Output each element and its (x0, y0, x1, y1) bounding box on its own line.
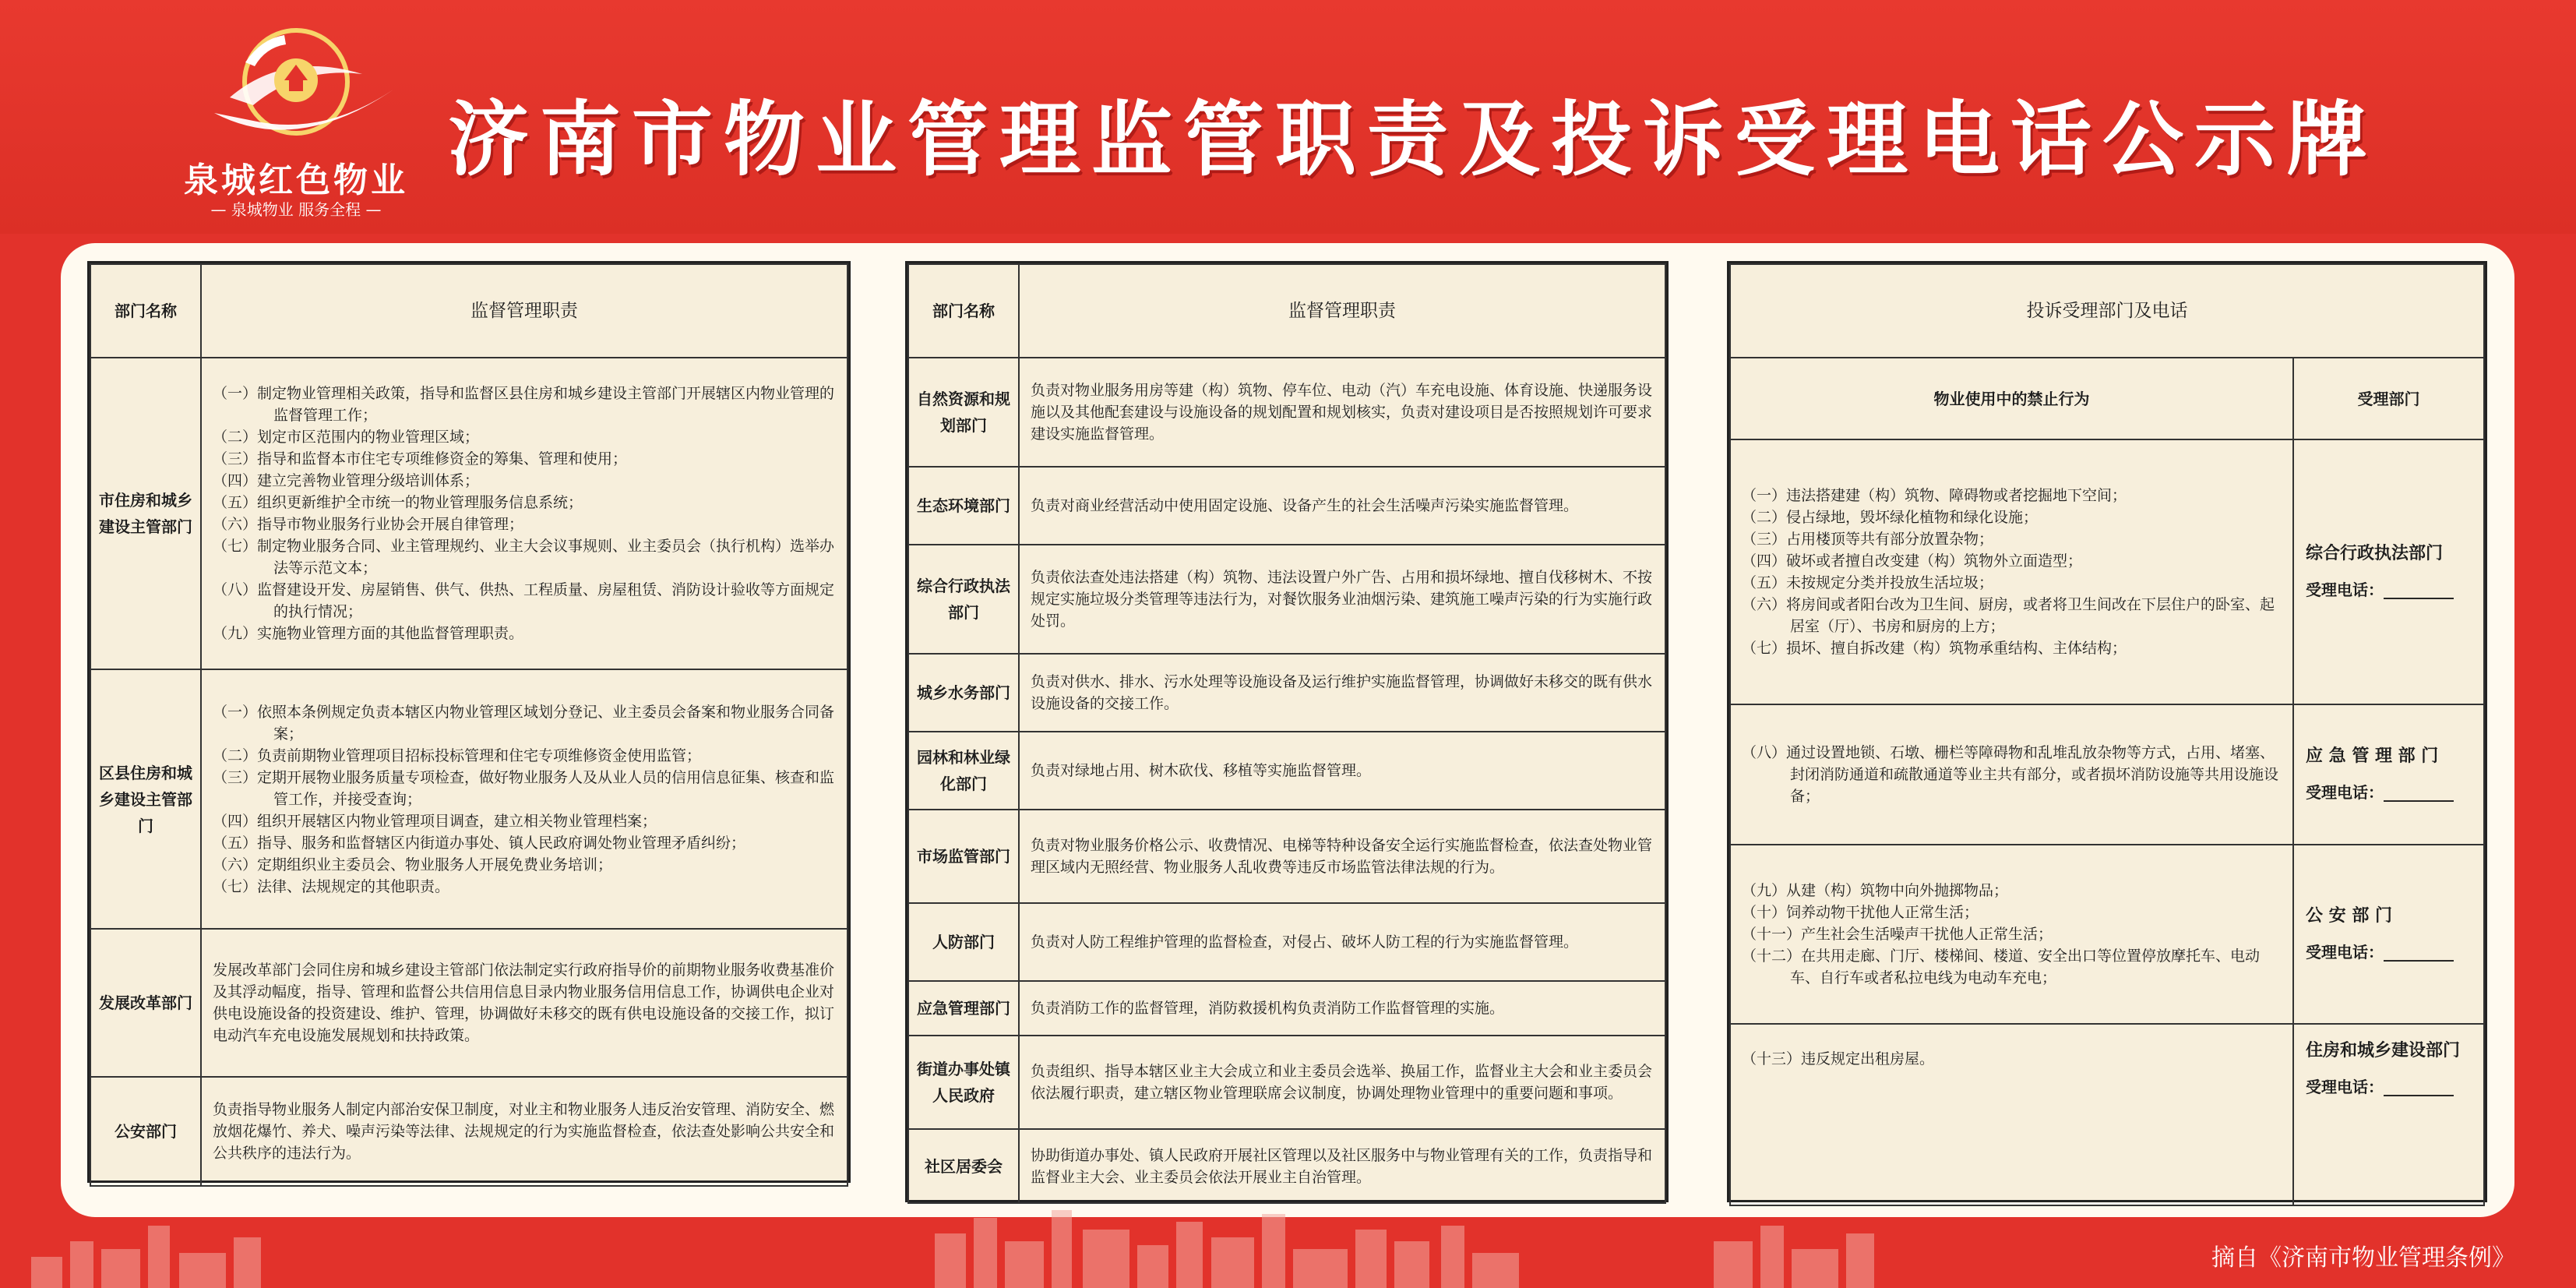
dept-cell: 市住房和城乡建设主管部门 (90, 358, 201, 669)
dept-cell: 城乡水务部门 (908, 654, 1019, 732)
col-header-behavior: 物业使用中的禁止行为 (1730, 358, 2293, 439)
dept-cell: 人防部门 (908, 903, 1019, 981)
behavior-item: （十）饲养动物干扰他人正常生活； (1742, 904, 1979, 921)
duty-cell: 负责对物业服务用房等建（构）筑物、停车位、电动（汽）车充电设施、体育设施、快递服务设施以及其他配套建设与设施设备的规划配置和规划核实，负责对建设项目是否按照规划许可要求建设实施监督管理。 (1019, 358, 1665, 467)
col-header-unit: 受理部门 (2293, 358, 2484, 439)
phone-field: 受理电话：_________ (2306, 783, 2454, 802)
page-title: 济南市物业管理监管职责及投诉受理电话公示牌 (448, 92, 2379, 187)
accepting-unit: 住房和城乡建设部门 (2306, 1041, 2461, 1060)
complaint-table (1729, 263, 2485, 1206)
accepting-unit: 公 安 部 门 (2306, 906, 2392, 926)
duty-item: （六）定期组织业主委员会、物业服务人开展免费业务培训； (213, 856, 613, 873)
behavior-item: （九）从建（构）筑物中向外抛掷物品； (1742, 882, 2009, 899)
logo-slogan: — 泉城物业 服务全程 — (210, 200, 382, 219)
dept-cell: 区县住房和城乡建设主管部门 (90, 669, 201, 929)
behavior-item: （七）损坏、擅自拆改建（构）筑物承重结构、主体结构； (1742, 640, 2127, 657)
duty-item: （五）指导、服务和监督辖区内街道办事处、镇人民政府调处物业管理矛盾纠纷； (213, 834, 746, 852)
duty-item: （一）依照本条例规定负责本辖区内物业管理区域划分登记、业主委员会备案和物业服务合同备案； (213, 703, 835, 743)
duty-item: （三）定期开展物业服务质量专项检查，做好物业服务人及从业人员的信用信息征集、核查和监管工作，并接受查询； (213, 768, 835, 808)
duty-item: （四）组织开展辖区内物业管理项目调查，建立相关物业管理档案； (213, 812, 657, 830)
phone-field: 受理电话：_________ (2306, 1078, 2454, 1096)
behavior-item: （一）违法搭建建（构）筑物、障碍物或者挖掘地下空间； (1742, 487, 2127, 504)
duty-cell: 负责对物业服务价格公示、收费情况、电梯等特种设备安全运行实施监督检查，依法查处物业管理区域内无照经营、物业服务人乱收费等违反市场监管法律法规的行为。 (1019, 810, 1665, 903)
duty-cell: 负责依法查处违法搭建（构）筑物、违法设置户外广告、占用和损坏绿地、擅自伐移树木、不按规定实施垃圾分类管理等违法行为，对餐饮服务业油烟污染、建筑施工噪声污染的行为实施行政处罚。 (1019, 545, 1665, 654)
duty-item: （二）负责前期物业管理项目招标投标管理和住宅专项维修资金使用监管； (213, 746, 702, 764)
behavior-item: （十二）在共用走廊、门厅、楼梯间、楼道、安全出口等位置停放摩托车、电动车、自行车或者私拉电线为电动车充电； (1742, 947, 2261, 986)
table-header-dept: 部门名称 (90, 264, 201, 358)
behavior-item: （五）未按规定分类并投放生活垃圾； (1742, 574, 1994, 591)
behavior-item: （四）破坏或者擅自改变建（构）筑物外立面造型； (1742, 552, 2083, 570)
phone-field: 受理电话：_________ (2306, 943, 2454, 962)
dept-cell: 发展改革部门 (90, 929, 201, 1077)
dept-cell: 生态环境部门 (908, 467, 1019, 545)
behavior-item: （十一）产生社会生活噪声干扰他人正常生活； (1742, 926, 2053, 943)
duty-cell: 负责对人防工程维护管理的监督检查，对侵占、破坏人防工程的行为实施监督管理。 (1019, 903, 1665, 981)
duty-item: （六）指导市物业服务行业协会开展自律管理； (213, 516, 524, 533)
unit-cell (2293, 439, 2484, 704)
dept-cell: 自然资源和规划部门 (908, 358, 1019, 467)
duty-cell (201, 358, 848, 669)
behavior-item: （十三）违反规定出租房屋。 (1742, 1050, 1935, 1067)
duty-cell: 负责指导物业服务人制定内部治安保卫制度，对业主和物业服务人违反治安管理、消防安全、燃放烟花爆竹、养犬、噪声污染等法律、法规规定的行为实施监督检查，依法查处影响公共安全和公共秩序的违法行为。 (201, 1077, 848, 1186)
duty-cell (201, 669, 848, 929)
duty-item: （四）建立完善物业管理分级培训体系； (213, 472, 480, 489)
source-citation: 摘自《济南市物业管理条例》 (2211, 1244, 2515, 1272)
panel-complaint-hotlines (1727, 261, 2487, 1202)
table-header-duty: 监督管理职责 (201, 264, 848, 358)
duty-item: （七）制定物业服务合同、业主管理规约、业主大会议事规则、业主委员会（执行机构）选举办法等示范文本； (213, 538, 835, 577)
dept-cell: 街道办事处镇人民政府 (908, 1036, 1019, 1129)
duty-cell: 负责消防工作的监督管理，消防救援机构负责消防工作监督管理的实施。 (1019, 981, 1665, 1036)
dept-cell: 公安部门 (90, 1077, 201, 1186)
duty-item: （三）指导和监督本市住宅专项维修资金的筹集、管理和使用； (213, 450, 628, 468)
duty-cell: 发展改革部门会同住房和城乡建设主管部门依法制定实行政府指导价的前期物业服务收费基准价及其浮动幅度，指导、管理和监督公共信用信息目录内物业服务信用信息工作，协调供电企业对供电设施设备的投资建设、维护、管理，协调做好未移交的既有供电设施设备的交接工作，拟订电动汽车充电设施发展规划和扶持政策。 (201, 929, 848, 1077)
behavior-item: （六）将房间或者阳台改为卫生间、厨房，或者将卫生间改在下层住户的卧室、起居室（厅）、书房和厨房的上方； (1742, 596, 2275, 635)
duty-cell: 负责对供水、排水、污水处理等设施设备及运行维护实施监督管理，协调做好未移交的既有供水设施设备的交接工作。 (1019, 654, 1665, 732)
duties-table-1 (90, 263, 848, 1187)
behavior-item: （二）侵占绿地，毁坏绿化植物和绿化设施； (1742, 509, 2039, 526)
duty-cell: 协助街道办事处、镇人民政府开展社区管理以及社区服务中与物业管理有关的工作，负责指导和监督业主大会、业主委员会依法开展业主自治管理。 (1019, 1129, 1665, 1203)
unit-cell (2293, 704, 2484, 845)
logo-name: 泉城红色物业 (184, 161, 408, 200)
logo (167, 19, 425, 219)
behavior-cell (1730, 845, 2293, 1024)
duty-item: （二）划定市区范围内的物业管理区域； (213, 429, 480, 446)
dept-cell: 市场监管部门 (908, 810, 1019, 903)
behavior-cell (1730, 439, 2293, 704)
accepting-unit: 综合行政执法部门 (2306, 544, 2444, 563)
behavior-item: （三）占用楼顶等共有部分放置杂物； (1742, 531, 1994, 548)
duty-item: （一）制定物业管理相关政策，指导和监督区县住房和城乡建设主管部门开展辖区内物业管理的监督管理工作； (213, 385, 835, 424)
duty-cell: 负责对绿地占用、树木砍伐、移植等实施监督管理。 (1019, 732, 1665, 810)
unit-cell (2293, 845, 2484, 1024)
city-skyline-graphic (0, 1194, 2576, 1288)
behavior-item: （八）通过设置地锁、石墩、栅栏等障碍物和乱堆乱放杂物等方式，占用、堵塞、封闭消防通道和疏散通道等业主共有部分，或者损坏消防设施等共用设施设备； (1742, 744, 2279, 805)
complaint-table-title: 投诉受理部门及电话 (1730, 264, 2484, 358)
party-emblem-icon (167, 19, 425, 152)
dept-cell: 应急管理部门 (908, 981, 1019, 1036)
duty-item: （八）监督建设开发、房屋销售、供气、供热、工程质量、房屋租赁、消防设计验收等方面规定的执行情况； (213, 581, 835, 620)
duty-item: （九）实施物业管理方面的其他监督管理职责。 (213, 625, 524, 642)
behavior-cell (1730, 1024, 2293, 1205)
dept-cell: 社区居委会 (908, 1129, 1019, 1203)
accepting-unit: 应 急 管 理 部 门 (2306, 746, 2439, 766)
table-header-duty: 监督管理职责 (1019, 264, 1665, 358)
behavior-cell (1730, 704, 2293, 845)
unit-cell (2293, 1024, 2484, 1205)
duty-item: （七）法律、法规规定的其他职责。 (213, 877, 450, 895)
dept-cell: 综合行政执法部门 (908, 545, 1019, 654)
duty-item: （五）组织更新维护全市统一的物业管理服务信息系统； (213, 494, 583, 511)
duties-table-2 (907, 263, 1666, 1204)
duty-cell: 负责对商业经营活动中使用固定设施、设备产生的社会生活噪声污染实施监督管理。 (1019, 467, 1665, 545)
panel-municipal-duties (87, 261, 851, 1183)
phone-field: 受理电话：_________ (2306, 580, 2454, 599)
dept-cell: 园林和林业绿化部门 (908, 732, 1019, 810)
duty-cell: 负责组织、指导本辖区业主大会成立和业主委员会选举、换届工作，监督业主大会和业主委员会依法履行职责，建立辖区物业管理联席会议制度，协调处理物业管理中的重要问题和事项。 (1019, 1036, 1665, 1129)
panel-other-departments (905, 261, 1669, 1202)
table-header-dept: 部门名称 (908, 264, 1019, 358)
